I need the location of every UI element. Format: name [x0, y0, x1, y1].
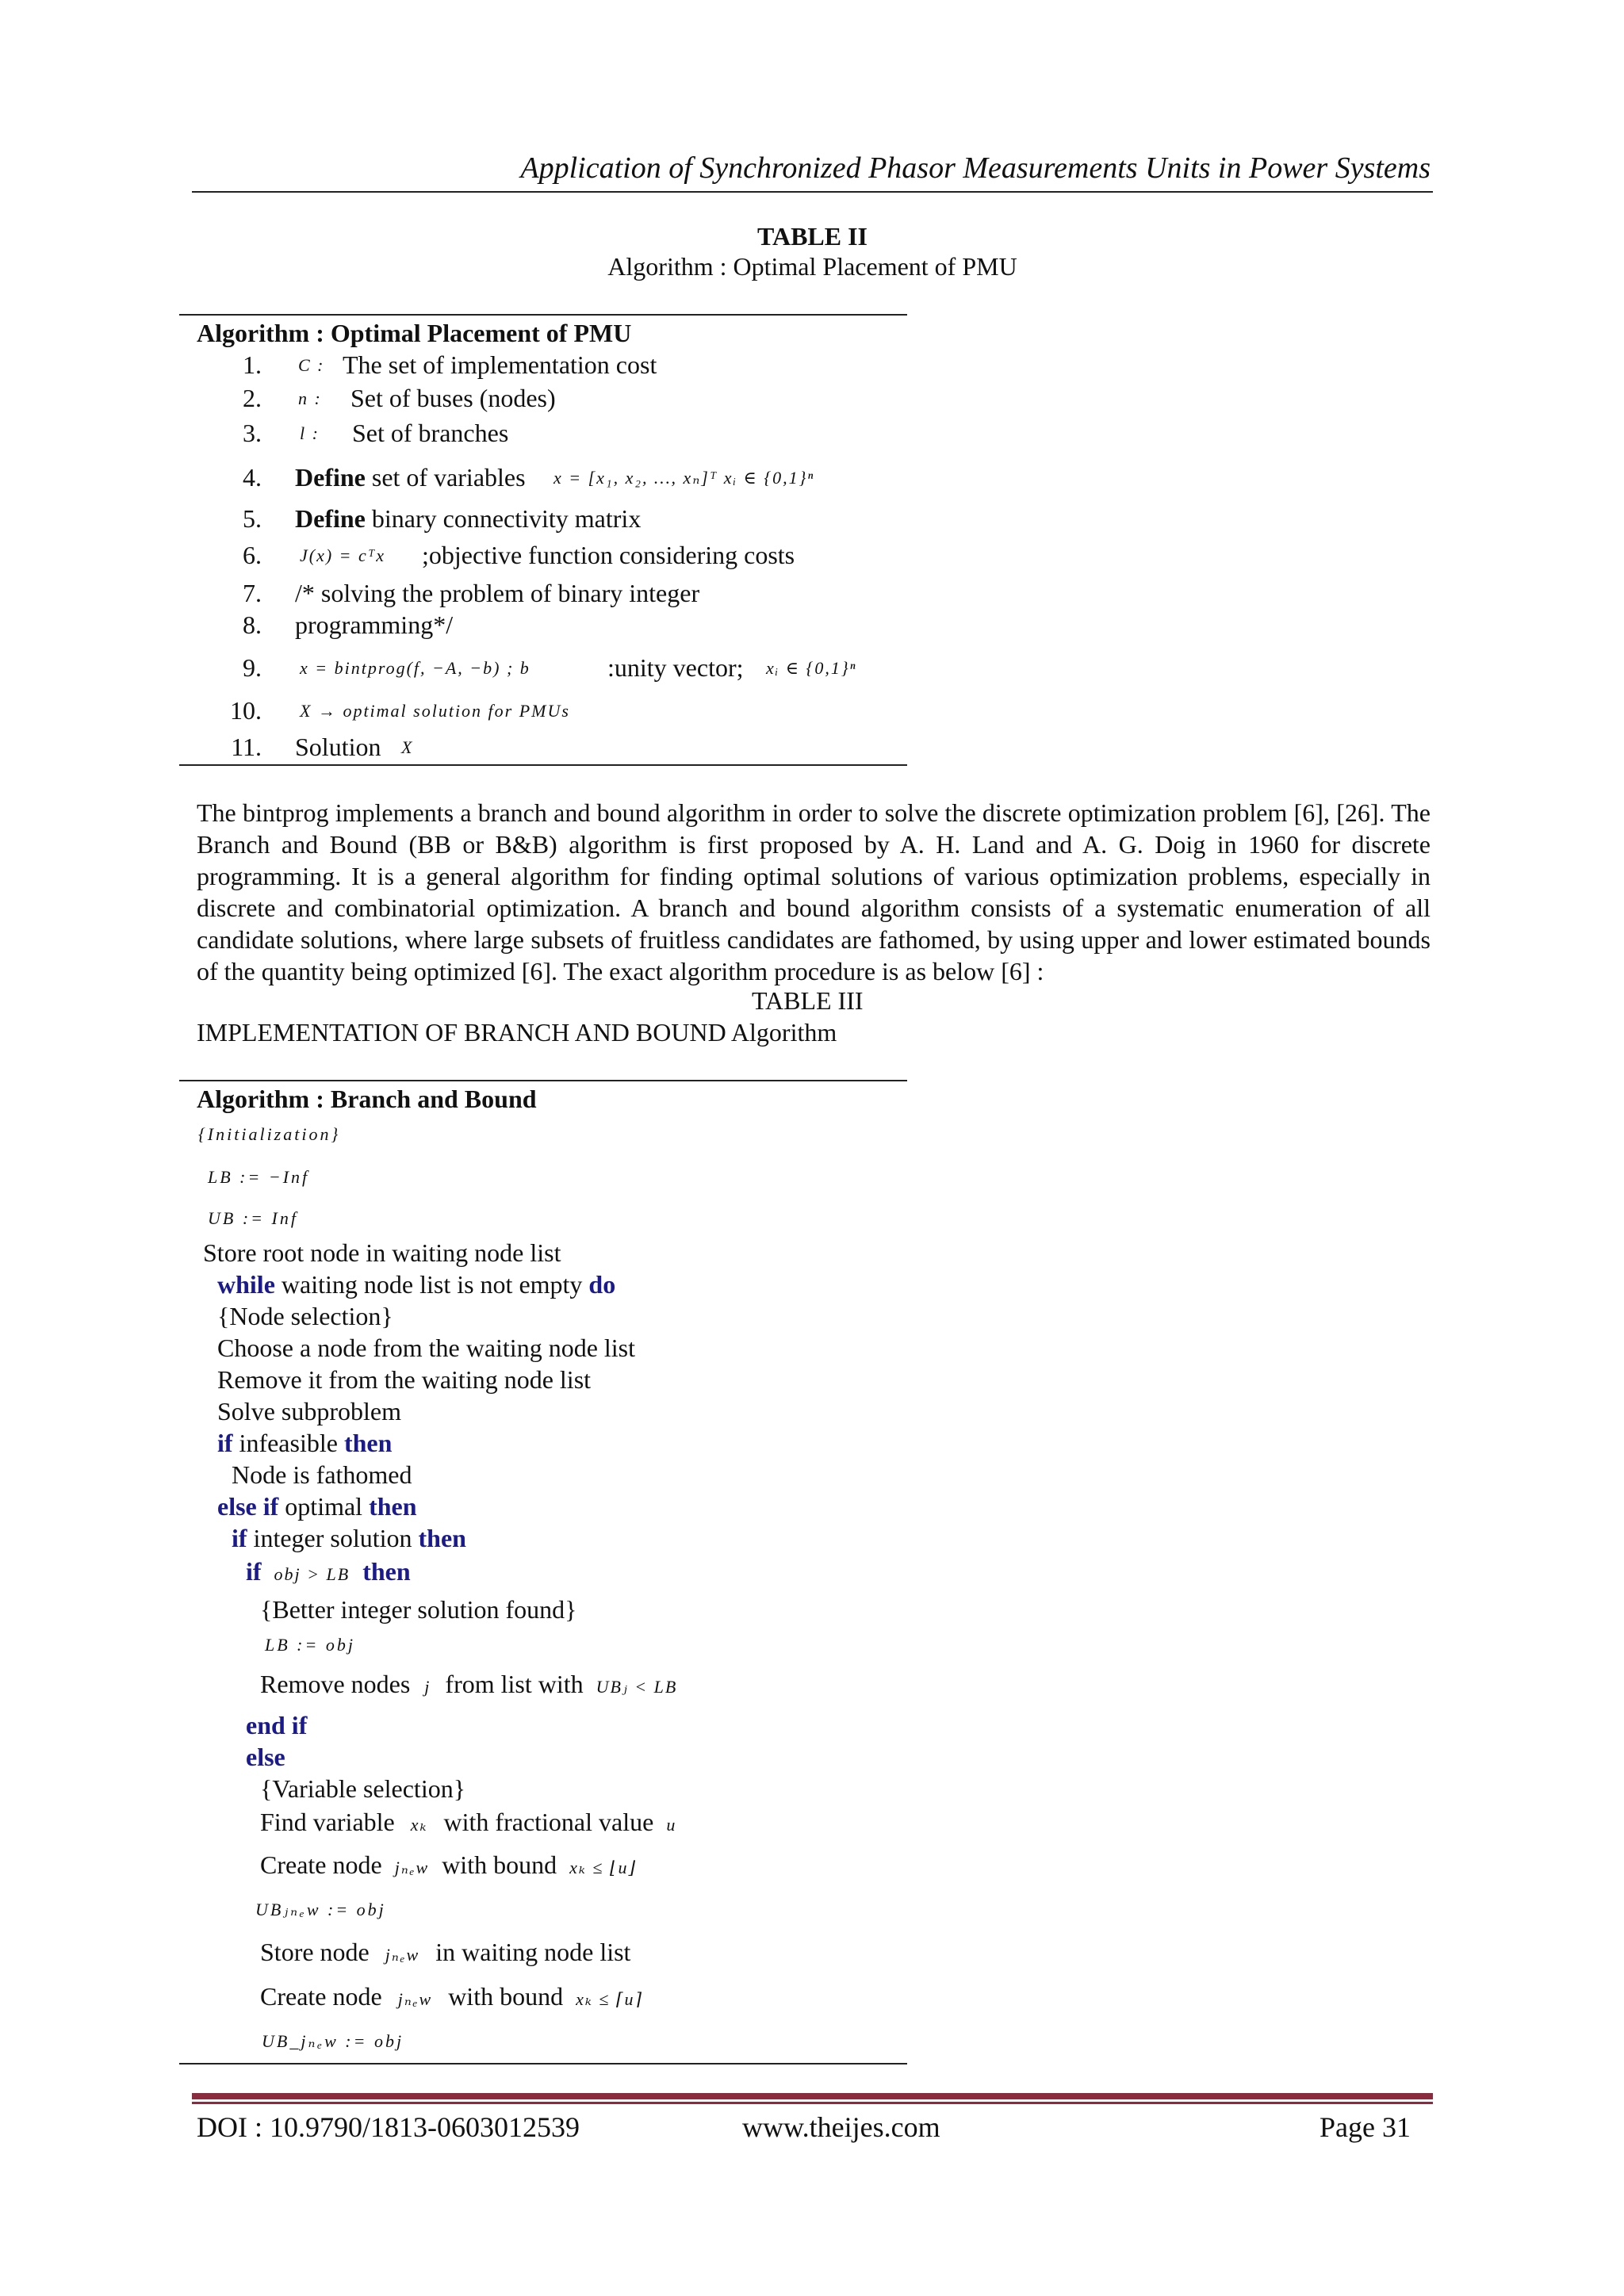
footer-website: www.theijes.com: [742, 2111, 940, 2143]
create-node-ceil: Create node jₙₑw with bound xₖ ≤ ⌈u⌉: [260, 1982, 644, 2011]
table2-heading: Algorithm : Optimal Placement of PMU: [197, 319, 632, 347]
store-node-line: Store node jₙₑw in waiting node list: [260, 1938, 631, 1966]
ub-jnew-assign: UBⱼₙₑw := obj: [255, 1900, 386, 1919]
ub-jnew-assign-2: UB_jₙₑw := obj: [262, 2031, 404, 2051]
table2-bottom-rule: [179, 764, 907, 766]
table3-heading: Algorithm : Branch and Bound: [197, 1085, 537, 1113]
variable-selection: {Variable selection}: [260, 1774, 466, 1803]
solve-line: Solve subproblem: [217, 1397, 401, 1425]
table3-bottom-rule: [179, 2063, 907, 2064]
header-rule: [192, 191, 1433, 193]
node-selection: {Node selection}: [217, 1302, 393, 1330]
if-integer: if integer solution then: [232, 1524, 466, 1552]
if-infeasible: if infeasible then: [217, 1429, 393, 1457]
footer-bar: [192, 2093, 1433, 2099]
fathomed-line: Node is fathomed: [232, 1460, 412, 1489]
ub-init: UB := Inf: [208, 1208, 298, 1228]
table3-title: TABLE III: [752, 986, 864, 1015]
body-paragraph: The bintprog implements a branch and bound algorithm in order to solve the discrete optimization problem [6], [26]. The Branch and Bound (BB or B&B) algorithm is first proposed by A. H. Land and A. G. Doig in 1960 for discrete programming. It is a general algorithm for finding optimal solutions of various optimization problems, especially in discrete and combinatorial optimization. A branch and bound algorithm consists of a systematic enumeration of all candidate solutions, where large subsets of fruitless candidates are fathomed, by using upper and lower estimated bounds of the quantity being optimized [6]. The exact algorithm procedure is as below [6] :: [197, 798, 1431, 985]
footer-page-number: Page 31: [1320, 2111, 1411, 2143]
table2-top-rule: [179, 314, 907, 316]
table2-title: TABLE II: [756, 222, 868, 251]
elseif-optimal: else if optimal then: [217, 1492, 417, 1521]
if-obj-gt-lb: if obj > LB then: [246, 1557, 411, 1586]
table3-subtitle: IMPLEMENTATION OF BRANCH AND BOUND Algorithm: [197, 1018, 837, 1047]
while-line: while waiting node list is not empty do: [217, 1270, 616, 1299]
table3-top-rule: [179, 1080, 907, 1081]
running-header: Application of Synchronized Phasor Measurements Units in Power Systems: [520, 151, 1431, 185]
end-if: end if: [246, 1711, 308, 1739]
better-solution: {Better integer solution found}: [260, 1595, 577, 1624]
choose-line: Choose a node from the waiting node list: [217, 1334, 636, 1362]
remove-line: Remove it from the waiting node list: [217, 1365, 592, 1394]
lb-assign-obj: LB := obj: [265, 1635, 355, 1655]
find-variable-line: Find variable xₖ with fractional value u: [260, 1808, 677, 1836]
footer-doi: DOI : 10.9790/1813-0603012539: [197, 2111, 580, 2143]
lb-init: LB := −Inf: [208, 1167, 310, 1187]
remove-nodes-line: Remove nodes j from list with UBⱼ < LB: [260, 1670, 678, 1698]
else-line: else: [246, 1743, 285, 1771]
create-node-floor: Create node jₙₑw with bound xₖ ≤ ⌊u⌋: [260, 1850, 638, 1879]
footer-bar-thin: [192, 2102, 1433, 2104]
init-label: {Initialization}: [198, 1124, 341, 1144]
table2-subtitle: Algorithm : Optimal Placement of PMU: [607, 252, 1017, 281]
store-root: Store root node in waiting node list: [203, 1238, 561, 1267]
